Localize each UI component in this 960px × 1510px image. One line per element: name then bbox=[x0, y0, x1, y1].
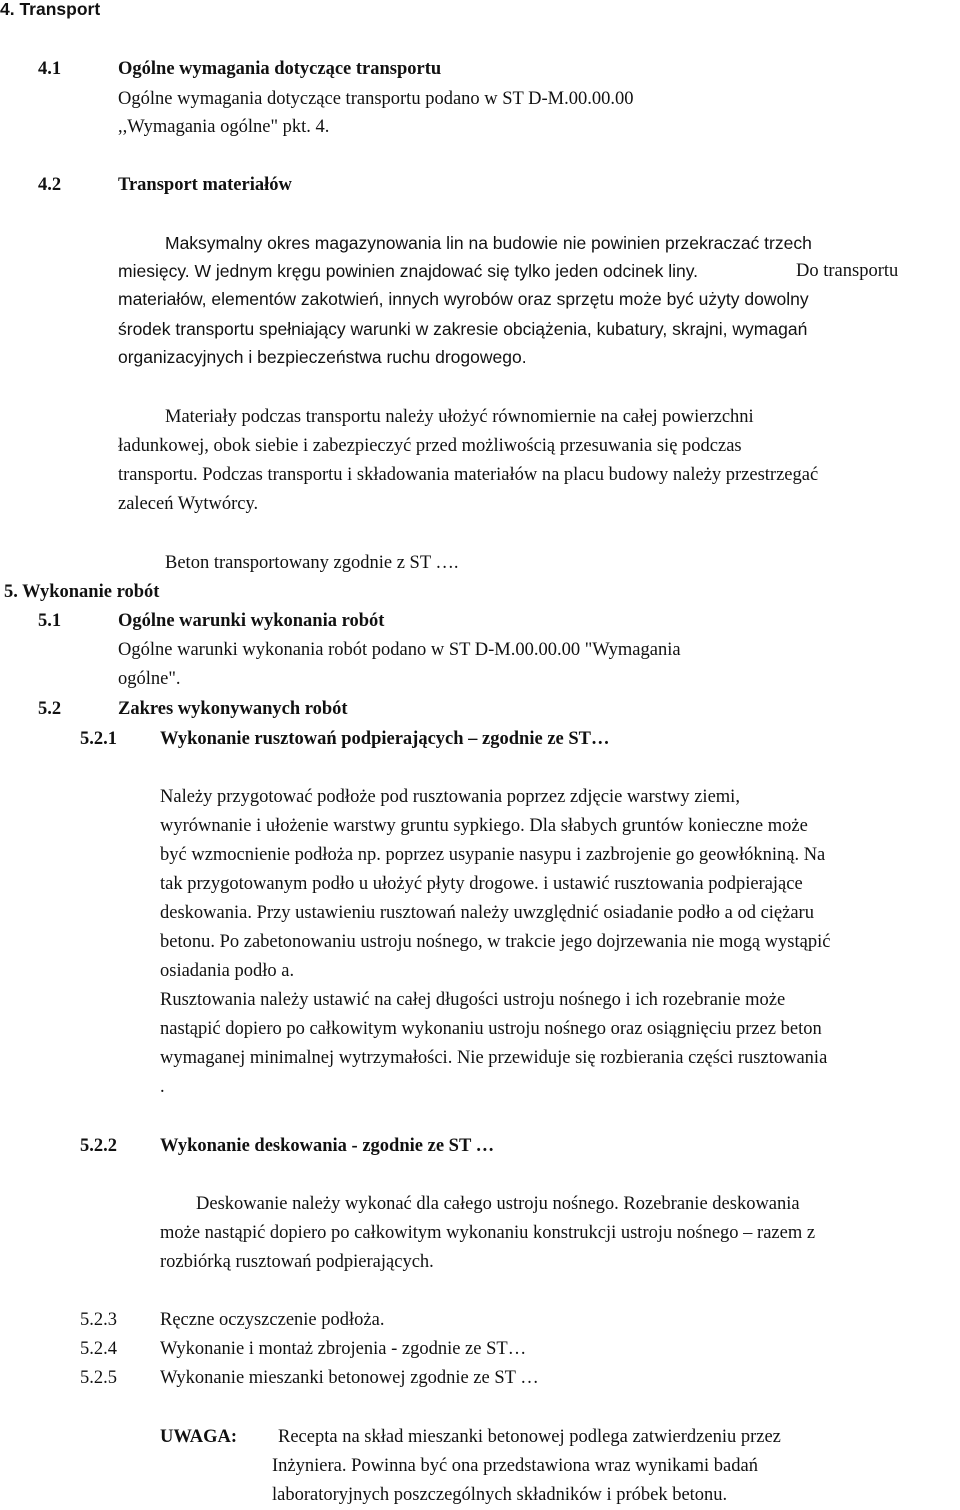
s51-text-line-1: Ogólne warunki wykonania robót podano w ST D-M.00.00.00 "Wymagania bbox=[118, 640, 681, 660]
s42-p2-line-1: Materiały podczas transportu należy ułożyć równomiernie na całej powierzchni bbox=[165, 407, 754, 427]
s42-p1-line-4: środek transportu spełniający warunki w zakresie obciążenia, kubatury, skrajni, wymagań bbox=[118, 319, 808, 339]
section-5-2-4-number: 5.2.4 bbox=[80, 1339, 117, 1359]
section-5-heading: 5. Wykonanie robót bbox=[4, 582, 160, 602]
s42-p1-line-2b: Do transportu bbox=[796, 261, 899, 281]
section-5-2-3-number: 5.2.3 bbox=[80, 1310, 117, 1330]
s522-p-line-1: Deskowanie należy wykonać dla całego ustroju nośnego. Rozebranie deskowania bbox=[196, 1194, 800, 1214]
s51-text-line-2: ogólne". bbox=[118, 669, 181, 689]
section-5-2-1-title: Wykonanie rusztowań podpierających – zgodnie ze ST… bbox=[160, 729, 610, 749]
s522-p-line-2: może nastąpić dopiero po całkowitym wykonaniu konstrukcji ustroju nośnego – razem z bbox=[160, 1223, 816, 1243]
section-5-1-number: 5.1 bbox=[38, 611, 62, 631]
section-4-1-title: Ogólne wymagania dotyczące transportu bbox=[118, 59, 442, 79]
s521-p1-line-7: osiadania podło a. bbox=[160, 961, 295, 981]
section-5-2-2-title: Wykonanie deskowania - zgodnie ze ST … bbox=[160, 1136, 495, 1156]
section-4-1-text-line-1: Ogólne wymagania dotyczące transportu podano w ST D-M.00.00.00 bbox=[118, 89, 634, 109]
uwaga-label: UWAGA: bbox=[160, 1427, 238, 1447]
s521-p1-line-5: deskowania. Przy ustawieniu rusztowań należy uwzględnić osiadanie podło a od ciężaru bbox=[160, 903, 814, 923]
s42-p1-line-1: Maksymalny okres magazynowania lin na budowie nie powinien przekraczać trzech bbox=[165, 233, 812, 253]
s42-p3: Beton transportowany zgodnie z ST …. bbox=[165, 553, 459, 573]
s42-p2-line-3: transportu. Podczas transportu i składowania materiałów na placu budowy należy przestrzegać bbox=[118, 465, 819, 485]
uwaga-text-line-2: Inżyniera. Powinna być ona przedstawiona wraz wynikami badań bbox=[272, 1456, 758, 1476]
section-5-2-3-title: Ręczne oczyszczenie podłoża. bbox=[160, 1310, 385, 1330]
section-5-2-5-title: Wykonanie mieszanki betonowej zgodnie ze ST … bbox=[160, 1368, 539, 1388]
s521-p1-line-2: wyrównanie i ułożenie warstwy gruntu sypkiego. Dla słabych gruntów konieczne może bbox=[160, 816, 808, 836]
s521-p2-line-3: wymaganej minimalnej wytrzymałości. Nie przewiduje się rozbierania części rusztowania bbox=[160, 1048, 828, 1068]
section-4-1-text-line-2: ,,Wymagania ogólne" pkt. 4. bbox=[118, 117, 330, 137]
s522-p-line-3: rozbiórką rusztowań podpierających. bbox=[160, 1252, 434, 1272]
s42-p1-line-2: miesięcy. W jednym kręgu powinien znajdować się tylko jeden odcinek liny. bbox=[118, 261, 699, 281]
s521-p2-line-4: . bbox=[160, 1077, 165, 1097]
section-5-2-2-number: 5.2.2 bbox=[80, 1136, 117, 1156]
section-5-2-number: 5.2 bbox=[38, 699, 62, 719]
uwaga-text-line-3: laboratoryjnych poszczególnych składników i próbek betonu. bbox=[272, 1485, 728, 1505]
section-4-2-title: Transport materiałów bbox=[118, 175, 292, 195]
section-4-1-number: 4.1 bbox=[38, 59, 62, 79]
s521-p2-line-2: nastąpić dopiero po całkowitym wykonaniu ustroju nośnego oraz osiągnięciu przez beton bbox=[160, 1019, 822, 1039]
s42-p2-line-4: zaleceń Wytwórcy. bbox=[118, 494, 259, 514]
s42-p1-line-3: materiałów, elementów zakotwień, innych wyrobów oraz sprzętu może być użyty dowolny bbox=[118, 289, 809, 309]
section-5-2-1-number: 5.2.1 bbox=[80, 729, 117, 749]
section-5-1-title: Ogólne warunki wykonania robót bbox=[118, 611, 385, 631]
section-5-2-title: Zakres wykonywanych robót bbox=[118, 699, 348, 719]
s521-p1-line-4: tak przygotowanym podło u ułożyć płyty drogowe. i ustawić rusztowania podpierające bbox=[160, 874, 803, 894]
section-4-2-number: 4.2 bbox=[38, 175, 62, 195]
section-5-2-4-title: Wykonanie i montaż zbrojenia - zgodnie ze ST… bbox=[160, 1339, 527, 1359]
s42-p2-line-2: ładunkowej, obok siebie i zabezpieczyć przed możliwością przesuwania się podczas bbox=[118, 436, 742, 456]
s521-p2-line-1: Rusztowania należy ustawić na całej długości ustroju nośnego i ich rozebranie może bbox=[160, 990, 786, 1010]
s42-p1-line-5: organizacyjnych i bezpieczeństwa ruchu drogowego. bbox=[118, 347, 527, 367]
s521-p1-line-1: Należy przygotować podłoże pod rusztowania poprzez zdjęcie warstwy ziemi, bbox=[160, 787, 740, 807]
s521-p1-line-3: być wzmocnienie podłoża np. poprzez usypanie nasypu i zazbrojenie go geowłókniną. Na bbox=[160, 845, 826, 865]
section-4-heading: 4. Transport bbox=[0, 0, 101, 19]
uwaga-text-line-1: Recepta na skład mieszanki betonowej podlega zatwierdzeniu przez bbox=[278, 1427, 781, 1447]
s521-p1-line-6: betonu. Po zabetonowaniu ustroju nośnego, w trakcie jego dojrzewania nie mogą wystąpić bbox=[160, 932, 831, 952]
section-5-2-5-number: 5.2.5 bbox=[80, 1368, 117, 1388]
